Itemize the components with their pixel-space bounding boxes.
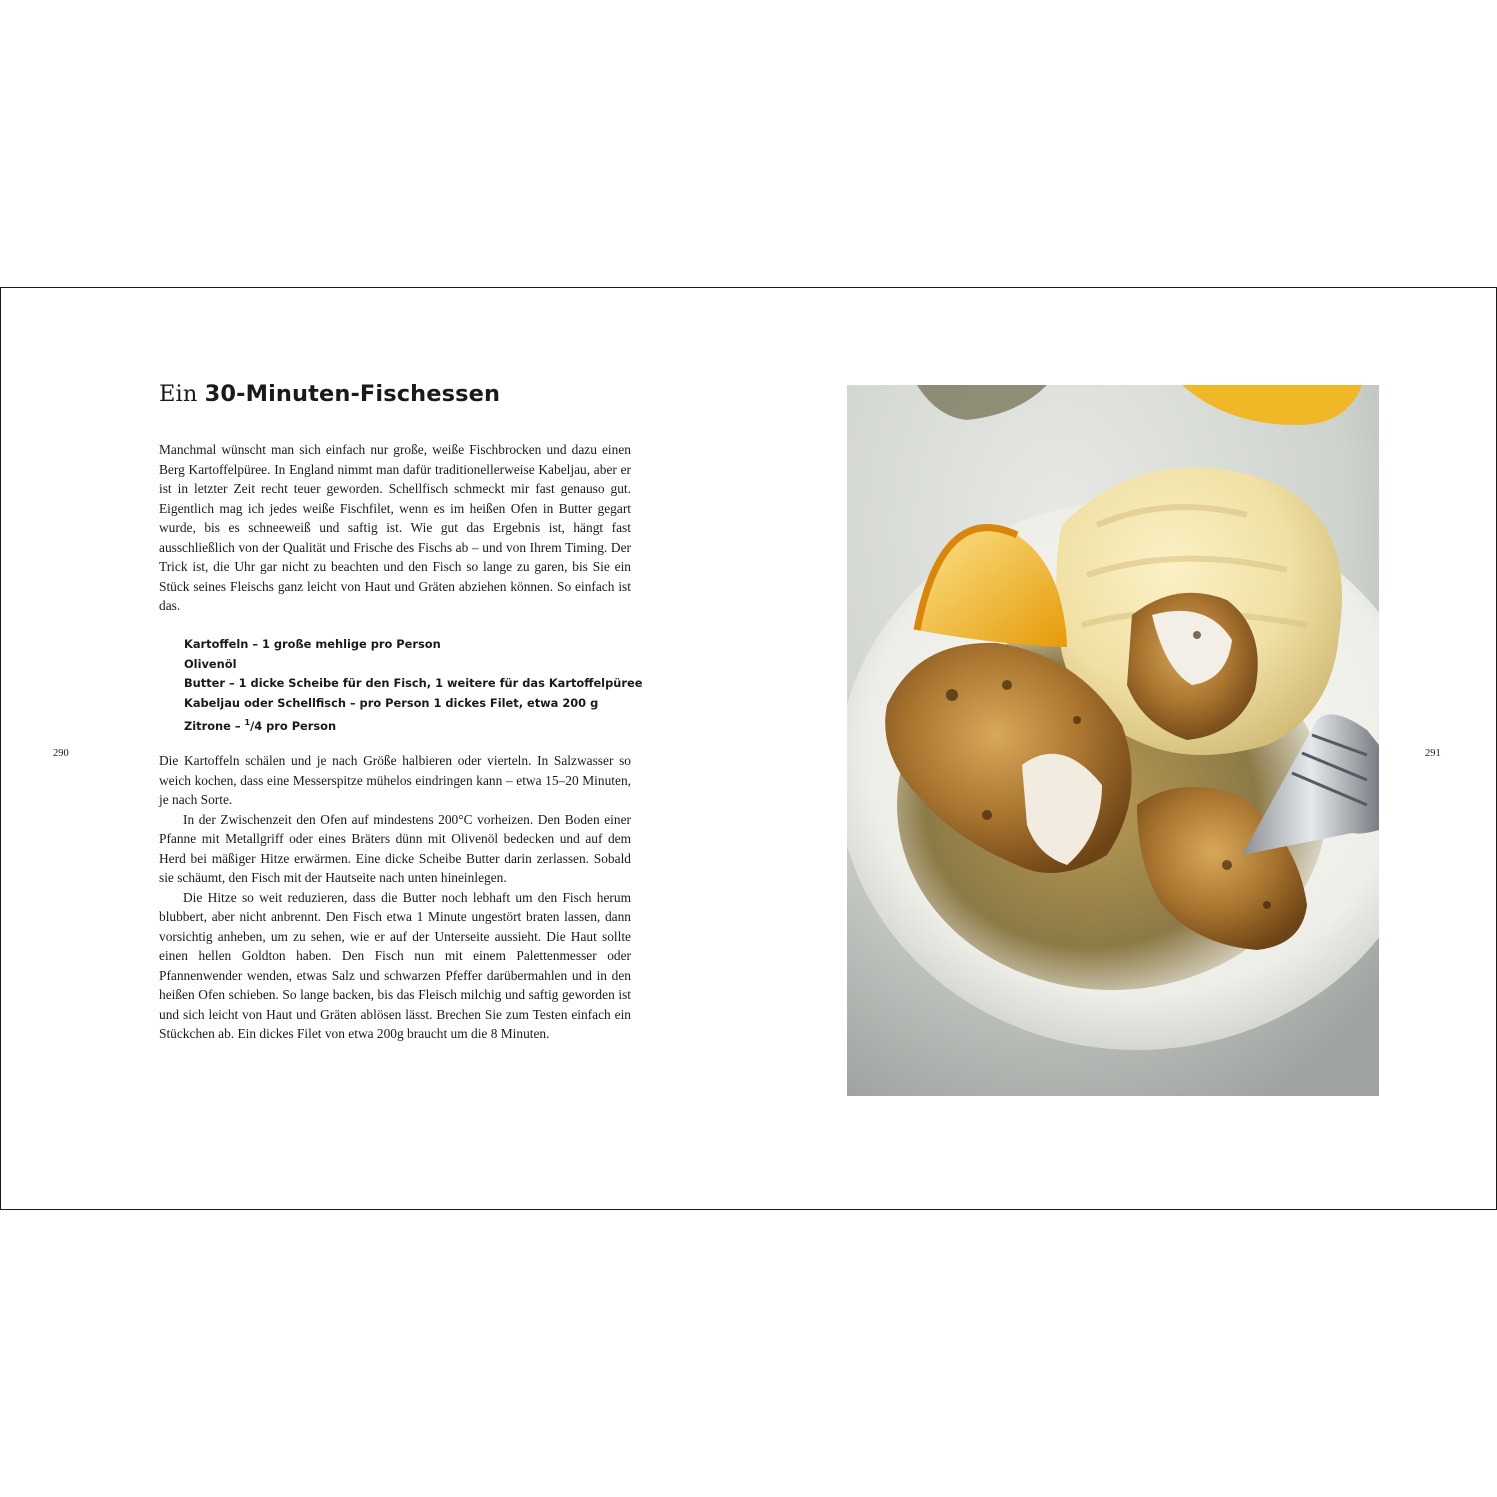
ingredient-item-lemon (184, 713, 642, 736)
title-bold: 30-Minuten-Fischessen (204, 381, 501, 407)
ingredient-item: Kartoffeln – 1 große mehlige pro Person (184, 637, 441, 651)
lemon-fraction-numerator: 1 (244, 718, 251, 728)
recipe-title (159, 381, 500, 407)
fish-dish-photo (847, 385, 1379, 1096)
method-paragraph: Die Kartoffeln schälen und je nach Größe halbieren oder vierteln. In Salzwasser so weich kochen, dass eine Messerspitze mühelos eindringen kann – etwa 15–20 Minuten, je nach Sorte. (159, 753, 631, 807)
title-prefix: Ein (159, 381, 205, 407)
ingredient-item: Butter – 1 dicke Scheibe für den Fisch, 1 weitere für das Kartoffelpüree (184, 676, 643, 691)
page-number-right: 291 (1425, 748, 1441, 759)
intro-paragraph: Manchmal wünscht man sich einfach nur große, weiße Fischbrocken und dazu einen Berg Kartoffelpüree. In England nimmt man dafür traditionellerweise Kabeljau, aber er ist in letzter Zeit recht teuer geworden. Schellfisch schmeckt mir fast genauso gut. Eigentlich mag ich jedes weiße Fischfilet, wenn es im heißen Ofen in Butter gegart wurde, bis es schneeweiß und saftig ist. Wie gut das Ergebnis ist, hängt fast ausschließlich von der Qualität und Frische des Fischs ab – und von Ihrem Timing. Der Trick ist, die Uhr gar nicht zu beachten und den Fisch so lange zu garen, bis Sie ein Stück seines Fleischs ganz leicht von Haut und Gräten abziehen können. So einfach ist das. (159, 442, 631, 613)
lemon-prefix: Zitrone – (184, 719, 245, 734)
method-paragraph: Die Hitze so weit reduzieren, dass die Butter noch lebhaft um den Fisch herum blubbert, aber nicht anbrennt. Den Fisch etwa 1 Minute ungestört braten lassen, dann vorsichtig anheben, um zu sehen, wie er auf der Unterseite aussieht. Die Haut sollte einen hellen Goldton haben. Den Fisch nun mit einem Palettenmesser oder Pfannenwender wenden, etwas Salz und schwarzen Pfeffer darübermahlen und in den heißen Ofen schieben. So lange backen, bis das Fleisch milchig und saftig geworden ist und sich leicht von Haut und Gräten ablösen lässt. Brechen Sie zum Testen einfach ein Stückchen ab. Ein dickes Filet von etwa 200g braucht um die 8 Minuten. (159, 889, 631, 1041)
book-spread (0, 287, 1497, 1210)
lemon-suffix: /4 pro Person (250, 719, 337, 734)
method-text (159, 751, 631, 1044)
ingredient-item: Kabeljau oder Schellfisch – pro Person 1 dickes Filet, etwa 200 g (184, 695, 599, 710)
fish-dish-illustration (847, 385, 1379, 1096)
method-paragraph: In der Zwischenzeit den Ofen auf mindestens 200°C vorheizen. Den Boden einer Pfanne mit Metallgriff oder eines Bräters dünn mit Olivenöl bedecken und auf dem Herd bei mäßiger Hitze erwärmen. Eine dicke Scheibe Butter darin zerlassen. Sobald sie schäumt, den Fisch mit der Hautseite nach unten hineinlegen. (159, 811, 631, 885)
ingredient-list (184, 635, 642, 737)
page-number-left: 290 (53, 748, 69, 759)
ingredient-item: Olivenöl (184, 656, 237, 671)
